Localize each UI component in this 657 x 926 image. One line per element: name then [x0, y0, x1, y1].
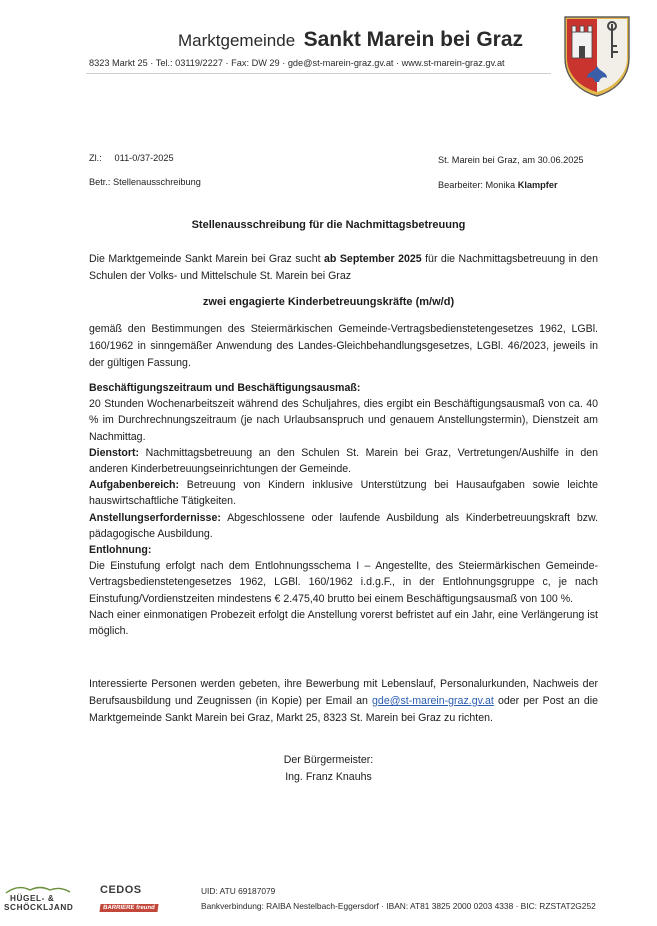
- intro-post: für die Nachmittagsbetreuung in den Schulen der Volks- und Mittelschule St. Marein bei Graz: [89, 253, 598, 282]
- clerk-label: Bearbeiter:: [438, 180, 483, 190]
- tasks-label: Aufgabenbereich:: [89, 479, 180, 492]
- employment-label: Beschäftigungszeitraum und Beschäftigungsausmaß:: [89, 382, 361, 394]
- signature-block: [0, 752, 657, 786]
- conditions-block: [89, 380, 598, 639]
- intro-paragraph: [89, 251, 598, 285]
- bank-line: Bankverbindung: RAIBA Nestelbach-Eggersdorf · IBAN: AT81 3825 2000 0203 4338 · BIC: RZSTAT2G252: [201, 901, 596, 911]
- ref-label: Zl.:: [89, 153, 102, 163]
- title-name: Sankt Marein bei Graz: [303, 28, 524, 51]
- position-subheading: zwei engagierte Kinderbetreuungskräfte (m/w/d): [202, 296, 455, 308]
- title-prefix: Marktgemeinde: [178, 31, 296, 50]
- requirements-label: Anstellungserfordernisse:: [89, 511, 221, 524]
- huegel-line2: SCHÖCKLJAND: [4, 903, 74, 912]
- application-post: oder per Post an die Marktgemeinde Sankt Marein bei Graz, Markt 25, 8323 St. Marein bei Graz zu richten.: [89, 695, 598, 724]
- place-date: St. Marein bei Graz, am 30.06.2025: [438, 155, 584, 165]
- huegel-schoeckland-logo: [4, 884, 82, 914]
- signature-name: Ing. Franz Knauhs: [285, 771, 372, 783]
- header-divider: [86, 73, 551, 74]
- municipality-title: [178, 28, 523, 52]
- cedos-name: CEDOS: [100, 884, 142, 896]
- ref-value: 011-0/37-2025: [114, 153, 174, 163]
- application-email-link[interactable]: gde@st-marein-graz.gv.at: [372, 695, 494, 707]
- clerk-line: [438, 180, 558, 190]
- intro-pre: Die Marktgemeinde Sankt Marein bei Graz sucht: [89, 253, 321, 265]
- uid-line: UID: ATU 69187079: [201, 886, 276, 896]
- subject-line: [89, 177, 201, 187]
- salary-label: Entlohnung:: [89, 544, 152, 557]
- tasks-text: Betreuung von Kindern inklusive Unterstützung bei Hausaufgaben sowie leichte hauswirtschaftliche Tätigkeiten.: [89, 479, 598, 508]
- signature-title: Der Bürgermeister:: [283, 754, 374, 766]
- contact-line: 8323 Markt 25 · Tel.: 03119/2227 · Fax: DW 29 · gde@st-marein-graz.gv.at · www.st-marein-graz.gv.at: [89, 58, 505, 68]
- application-paragraph: [89, 676, 598, 727]
- employment-text: 20 Stunden Wochenarbeitszeit während des Schuljahres, dies ergibt ein Beschäftigungsausmaß von ca. 40 % im Durchrechnungszeitraum (je nach Urlaubsanspruch und genauem Anstellungstermin), Dienstzeit am Nachmittag.: [89, 398, 598, 443]
- subject-value: Stellenausschreibung: [113, 177, 201, 187]
- cedos-logo: [100, 884, 172, 912]
- legal-basis-paragraph: gemäß den Bestimmungen des Steiermärkischen Gemeinde-Vertragsbedienstetengesetzes 1962, LGBl. 160/1962 in sinngemäßer Anwendung des Landes-Gleichbehandlungsgesetzes, LGBl. 46/2023, jeweils in der gültigen Fassung.: [89, 323, 598, 369]
- employment-section: [89, 380, 598, 445]
- requirements-section: [89, 510, 598, 542]
- salary-text: Die Einstufung erfolgt nach dem Entlohnungsschema I – Angestellte, des Steiermärkischen Gemeinde- Vertragsbedienstetengesetzes 1962, LGBl. 160/1962 i.d.g.F., in der Entlohnungsgruppe c, je nach Einstufung/Vordienstzeiten mindestens € 2.475,40 brutto bei einem Beschäftigungsausmaß von 100 %.: [89, 560, 598, 605]
- workplace-text: Nachmittagsbetreuung an den Schulen St. Marein bei Graz, Vertretungen/Aushilfe in den anderen Kinderbetreuungseinrichtungen der Gemeinde.: [89, 446, 598, 476]
- tasks-section: [89, 477, 598, 509]
- document-heading: Stellenausschreibung für die Nachmittagsbetreuung: [191, 219, 466, 231]
- huegel-line1: HÜGEL- &: [10, 894, 55, 903]
- workplace-label: Dienstort:: [89, 446, 140, 459]
- hills-icon: [4, 884, 82, 894]
- cedos-tagline: BARRIERE freund: [99, 904, 158, 912]
- clerk-first: Monika: [485, 180, 516, 190]
- application-pre: Interessierte Personen werden gebeten, ihre Bewerbung mit Lebenslauf, Personalurkunden, Nachweis der Berufsausbildung und Zeugnissen (in Kopie) per Email an: [89, 678, 598, 707]
- workplace-section: [89, 445, 598, 477]
- intro-start-date: ab September 2025: [324, 253, 422, 265]
- coat-of-arms-icon: [562, 14, 632, 98]
- requirements-text: Abgeschlossene oder laufende Ausbildung als Kinderbetreuungskraft bzw. pädagogische Ausbildung.: [89, 511, 599, 540]
- clerk-last: Klampfer: [517, 180, 558, 190]
- probation-text: Nach einer einmonatigen Probezeit erfolgt die Anstellung vorerst befristet auf ein Jahr, eine Verlängerung ist möglich.: [89, 608, 598, 638]
- subject-label: Betr.:: [89, 177, 111, 187]
- salary-section: [89, 542, 598, 607]
- reference-number: [89, 153, 174, 163]
